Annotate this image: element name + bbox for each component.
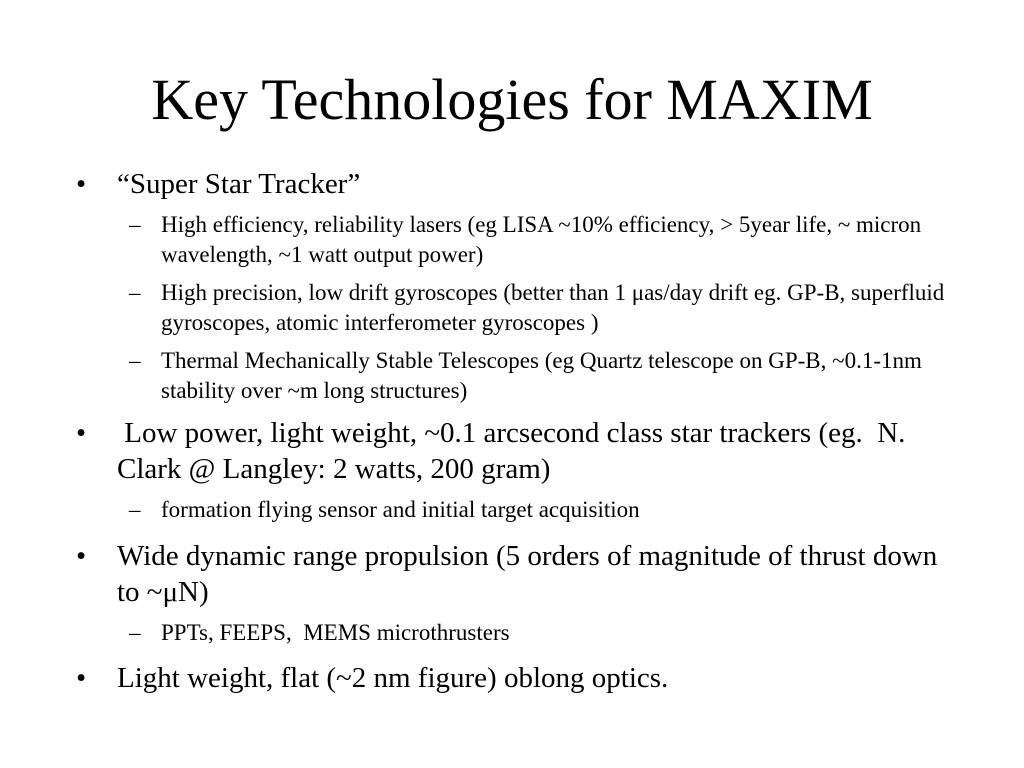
bullet-item xyxy=(76,660,956,696)
bullet-text: Wide dynamic range propulsion (5 orders of magnitude of thrust down to ~μN) xyxy=(117,540,938,608)
dash-marker: – xyxy=(129,280,141,305)
sub-bullet-text: High precision, low drift gyroscopes (better than 1 μas/day drift eg. GP-B, superfluid gyroscopes, atomic interferometer gyroscopes ) xyxy=(161,280,945,335)
sub-bullet-item xyxy=(129,346,956,406)
sub-bullet-item xyxy=(129,210,956,270)
sub-bullet-item xyxy=(129,278,956,338)
dash-marker: – xyxy=(129,497,141,522)
sub-bullet-item xyxy=(129,495,956,525)
bullet-item xyxy=(76,166,956,202)
sub-bullet-text: Thermal Mechanically Stable Telescopes (eg Quartz telescope on GP-B, ~0.1-1nm stability over ~m long structures) xyxy=(161,348,922,403)
bullet-text: Low power, light weight, ~0.1 arcsecond class star trackers (eg. N. Clark @ Langley: 2 watts, 200 gram) xyxy=(117,417,913,485)
bullet-text: “Super Star Tracker” xyxy=(117,168,361,200)
bullet-marker: • xyxy=(76,540,87,572)
sub-bullet-item xyxy=(129,618,956,648)
dash-marker: – xyxy=(129,212,141,237)
sub-bullet-text: High efficiency, reliability lasers (eg LISA ~10% efficiency, > 5year life, ~ micron wavelength, ~1 watt output power) xyxy=(161,212,922,267)
dash-marker: – xyxy=(129,348,141,373)
sub-bullet-text: PPTs, FEEPS, MEMS microthrusters xyxy=(161,620,510,645)
bullet-marker: • xyxy=(76,417,87,449)
sub-bullet-list xyxy=(76,495,956,525)
bullet-item xyxy=(76,415,956,487)
sub-bullet-list xyxy=(76,210,956,406)
bullet-list xyxy=(76,166,956,696)
bullet-item xyxy=(76,538,956,610)
slide-title: Key Technologies for MAXIM xyxy=(151,67,873,132)
sub-bullet-list xyxy=(76,618,956,648)
sub-bullet-text: formation flying sensor and initial target acquisition xyxy=(161,497,640,522)
bullet-marker: • xyxy=(76,168,87,200)
bullet-marker: • xyxy=(76,662,87,694)
bullet-text: Light weight, flat (~2 nm figure) oblong optics. xyxy=(117,662,669,694)
dash-marker: – xyxy=(129,620,141,645)
